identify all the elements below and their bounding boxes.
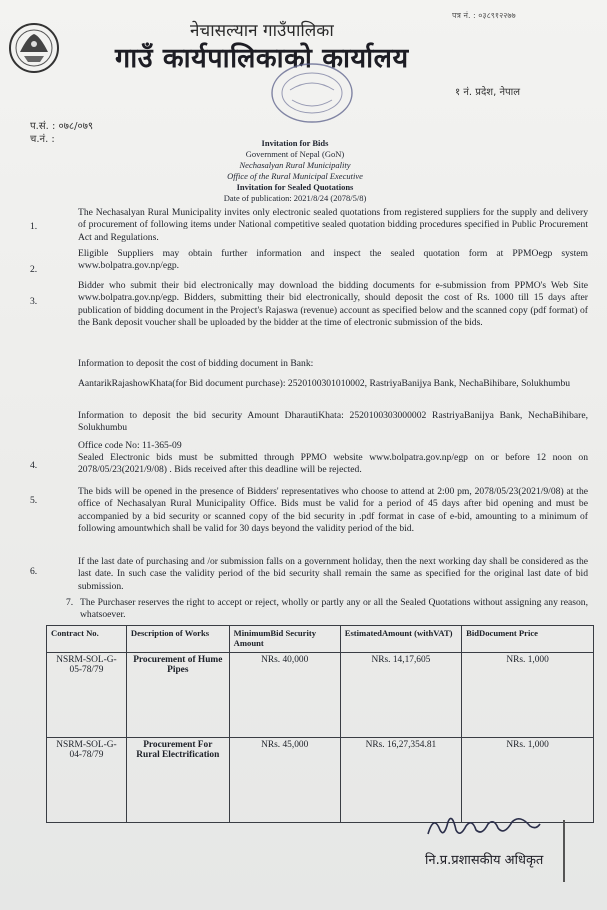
publication-date: Date of publication: 2021/8/24 (2078/5/8) [223,193,367,203]
bids-table [46,625,594,823]
municipality-name: नेचासल्यान गाउँपालिका [190,21,334,41]
col-doc-price: BidDocument Price [462,626,594,653]
bank-info-document: AantarikRajashowKhata(for Bid document purchase): 2520100301010002, RastriyaBanijya Bank, NechaBihibare, Solukhumbu [78,378,571,389]
municipality-line: Nechasalyan Rural Municipality [239,160,351,170]
item-text: The Nechasalyan Rural Municipality invites only electronic sealed quotations from registered suppliers for the supply and delivery of procurement of following items under National competitive sealed quotation bidding procedures specified in Public Procurement Act and Regulations. [78,207,588,243]
item-text: If the last date of purchasing and /or submission falls on a government holiday, then the next working day shall be considered as the last date. In such case the validity period of the bid security shall remain the same as specified for the original last date of bid submission. [78,556,588,592]
signatory-title: नि.प्र.प्रशासकीय अधिकृत [425,853,544,868]
notice-title: Invitation for Bids [261,138,329,148]
item-text: The Purchaser reserves the right to accept or reject, wholly or partly any or all the Sealed Quotations without assigning any reason, whatsoever. [80,597,588,621]
office-line: Office of the Rural Municipal Executive [227,171,363,181]
item-text: Bidder who submit their bid electronically may download the bidding documents for e-submission from PPMO's Web Site www.bolpatra.gov.np/egp. Bidders, submitting their bid electronically, should deposit the cost of Rs. 1000 till 15 days after publication of bidding document in the Project's Rajaswa (revenue) account as specified below and the scanned copy (pdf format) of the Bank deposit voucher shall be uploaded by the bidder at the time of electronic submission of the bids. [78,280,588,329]
office-code: Office code No: 11-365-09 [78,440,182,451]
table-row [47,653,594,738]
bank-info-security: Information to deposit the bid security Amount DharautiKhata: 2520100303000002 RastriyaBanijya Bank, NechaBihibare, Solukhumbu [78,410,588,434]
col-contract-no: Contract No. [47,626,127,653]
bank-info-heading: Information to deposit the cost of bidding document in Bank: [78,358,314,369]
table-header-row [47,626,594,653]
item-text: The bids will be opened in the presence of Bidders' representatives who choose to attend at 2:00 pm, 2078/05/23(2021/9/08) at the office of Nechasalyan Rural Municipality Office. Bids must be valid for a period of 45 days after bid opening and must be accompanied by a bid security or scanned copy of the bid security in .pdf format in case of e-bid, amounting to a minimum of following amountwhich shall be valid for 30 days beyond the validity period of the bid. [78,486,588,535]
description-cell: Procurement of Hume Pipes [126,653,229,738]
item-number: 3. [30,296,38,307]
item-text: Eligible Suppliers may obtain further information and inspect the sealed quotation form at PPMOegp system www.bolpatra.gov.np/egp. [78,248,588,272]
security-cell: NRs. 45,000 [229,738,340,823]
notice-subtitle: Invitation for Sealed Quotations [236,182,354,192]
description-cell: Procurement For Rural Electrification [126,738,229,823]
security-cell: NRs. 40,000 [229,653,340,738]
item-text: Sealed Electronic bids must be submitted through PPMO website www.bolpatra.gov.np/egp on or before 12 noon on 2078/05/23(2021/9/08) . Bids received after this deadline will be rejected. [78,452,588,476]
dispatch-number: च.नं. : [30,134,55,145]
contract-no-cell: NSRM-SOL-G-04-78/79 [47,738,127,823]
government-line: Government of Nepal (GoN) [245,149,345,159]
col-security: MinimumBid Security Amount [229,626,340,653]
estimated-cell: NRs. 14,17,605 [340,653,461,738]
item-number: 6. [30,566,38,577]
col-description: Description of Works [126,626,229,653]
item-number: 1. [30,221,38,232]
margin-mark [563,820,565,882]
reference-number: प.सं. : ०७८/०७९ [30,121,94,132]
item-number: 5. [30,495,38,506]
item-number: 4. [30,460,38,471]
office-name: गाउँ कार्यपालिकाको कार्यालय [115,43,409,74]
contract-no-cell: NSRM-SOL-G-05-78/79 [47,653,127,738]
item-number: 7. [66,597,74,608]
doc-price-cell: NRs. 1,000 [462,738,594,823]
serial-number: पत्र नं. : ०३८९१२२७७ [452,11,516,20]
office-stamp-seal [270,62,354,124]
signature-mark [424,808,542,842]
item-number: 2. [30,264,38,275]
nepal-emblem-icon [8,22,60,74]
doc-price-cell: NRs. 1,000 [462,653,594,738]
estimated-cell: NRs. 16,27,354.81 [340,738,461,823]
province-label: १ नं. प्रदेश, नेपाल [455,87,521,98]
col-estimated: EstimatedAmount (withVAT) [340,626,461,653]
